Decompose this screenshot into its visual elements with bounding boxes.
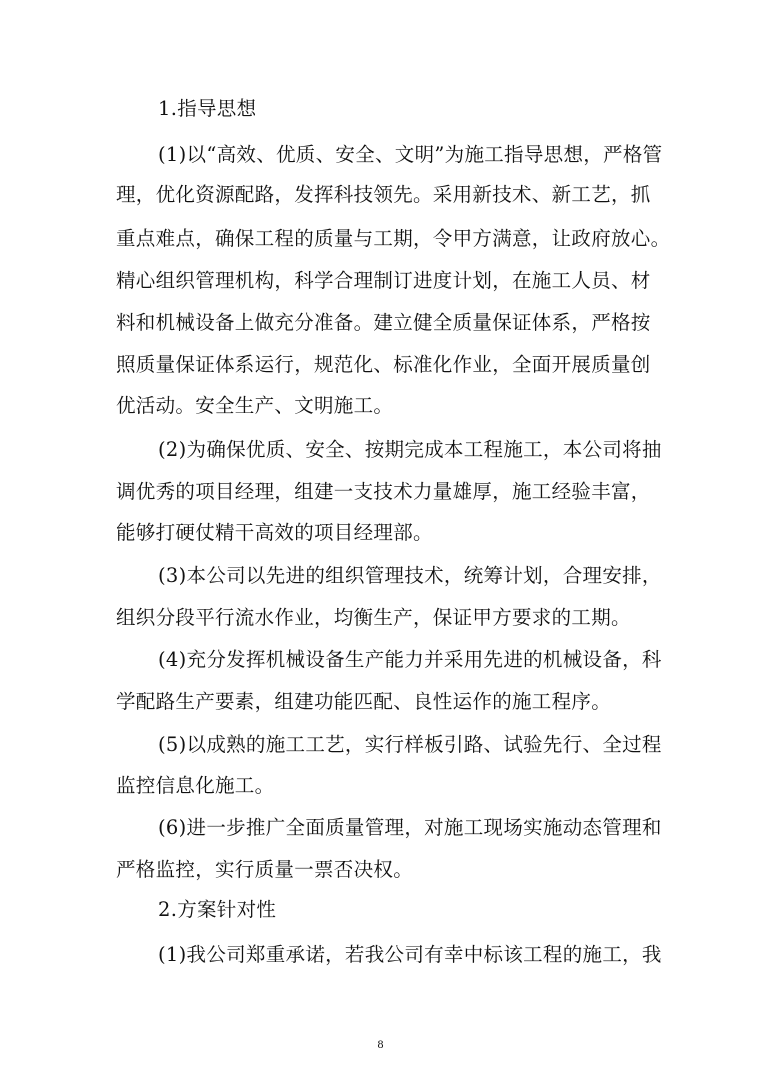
paragraph-line: 学配路生产要素，组建功能匹配、良性运作的施工程序。 <box>116 690 612 713</box>
paragraph-line: 重点难点，确保工程的质量与工期，令甲方满意，让政府放心。 <box>116 227 671 250</box>
paragraph-line: (5)以成熟的施工工艺，实行样板引路、试验先行、全过程 <box>158 733 662 756</box>
paragraph-line: (1)以“高效、优质、安全、文明”为施工指导思想，严格管 <box>158 143 663 166</box>
paragraph-line: (1)我公司郑重承诺，若我公司有幸中标该工程的施工，我 <box>158 943 662 966</box>
paragraph-line: 照质量保证体系运行，规范化、标准化作业，全面开展质量创 <box>116 353 651 376</box>
paragraph-line: 组织分段平行流水作业，均衡生产，保证甲方要求的工期。 <box>116 606 631 629</box>
section-heading-targeting: 2.方案针对性 <box>158 898 277 921</box>
paragraph-line: (4)充分发挥机械设备生产能力并采用先进的机械设备，科 <box>158 648 662 671</box>
paragraph-line: 能够打硬仗精干高效的项目经理部。 <box>116 521 433 544</box>
paragraph-line: (6)进一步推广全面质量管理，对施工现场实施动态管理和 <box>158 816 662 839</box>
paragraph-line: (2)为确保优质、安全、按期完成本工程施工，本公司将抽 <box>158 438 662 461</box>
paragraph-line: 优活动。安全生产、文明施工。 <box>116 394 394 417</box>
paragraph-line: 调优秀的项目经理，组建一支技术力量雄厚，施工经验丰富， <box>116 480 651 503</box>
section-heading-guiding-principle: 1.指导思想 <box>158 97 257 120</box>
paragraph-line: (3)本公司以先进的组织管理技术，统筹计划，合理安排， <box>158 564 662 587</box>
paragraph-line: 理，优化资源配路，发挥科技领先。采用新技术、新工艺，抓 <box>116 183 651 206</box>
paragraph-line: 严格监控，实行质量一票否决权。 <box>116 858 414 881</box>
paragraph-line: 监控信息化施工。 <box>116 774 275 797</box>
paragraph-line: 料和机械设备上做充分准备。建立健全质量保证体系，严格按 <box>116 311 651 334</box>
page-number: 8 <box>377 1037 384 1051</box>
paragraph-line: 精心组织管理机构，科学合理制订进度计划，在施工人员、材 <box>116 269 651 292</box>
